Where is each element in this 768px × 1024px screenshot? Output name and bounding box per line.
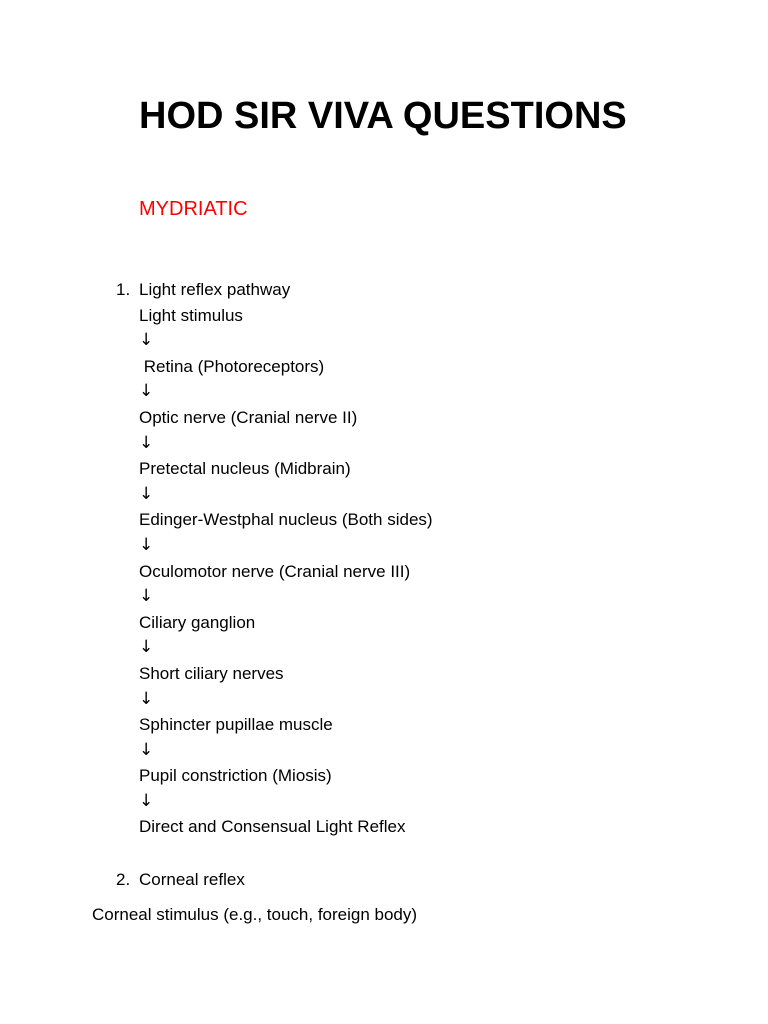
pathway-step: Oculomotor nerve (Cranial nerve III) [139,561,411,581]
list-item-corneal-reflex [139,867,245,893]
pathway-step: Light stimulus [139,305,243,325]
pathway-step: Sphincter pupillae muscle [139,715,333,735]
body-paragraph: Corneal stimulus (e.g., touch, foreign body) [92,905,418,924]
down-arrow-icon: ↓ [139,739,154,760]
section-heading: MYDRIATIC [139,198,248,220]
down-arrow-icon: ↓ [139,586,154,607]
list-item-number: 1. [116,280,131,299]
list-item-heading: Corneal reflex [139,870,245,889]
pathway-step: Ciliary ganglion [139,612,256,632]
pathway-step: Optic nerve (Cranial nerve II) [139,407,358,427]
down-arrow-icon: ↓ [139,790,154,811]
pathway-step: Direct and Consensual Light Reflex [139,817,406,837]
pathway-step: Edinger-Westphal nucleus (Both sides) [139,510,433,530]
down-arrow-icon: ↓ [139,432,154,453]
list-item-number: 2. [116,870,131,889]
pathway-step: Short ciliary nerves [139,663,284,683]
down-arrow-icon: ↓ [139,637,154,658]
down-arrow-icon: ↓ [139,330,154,351]
pathway-step: Pretectal nucleus (Midbrain) [139,459,351,479]
pathway-step: Retina (Photoreceptors) [139,356,325,376]
down-arrow-icon: ↓ [139,483,154,504]
down-arrow-icon: ↓ [139,534,154,555]
list-item-heading: Light reflex pathway [139,280,291,299]
list-item-light-reflex-pathway [139,277,433,840]
down-arrow-icon: ↓ [139,688,154,709]
down-arrow-icon: ↓ [139,381,154,402]
pathway-step: Pupil constriction (Miosis) [139,766,332,786]
document-title: HOD SIR VIVA QUESTIONS [139,95,627,137]
